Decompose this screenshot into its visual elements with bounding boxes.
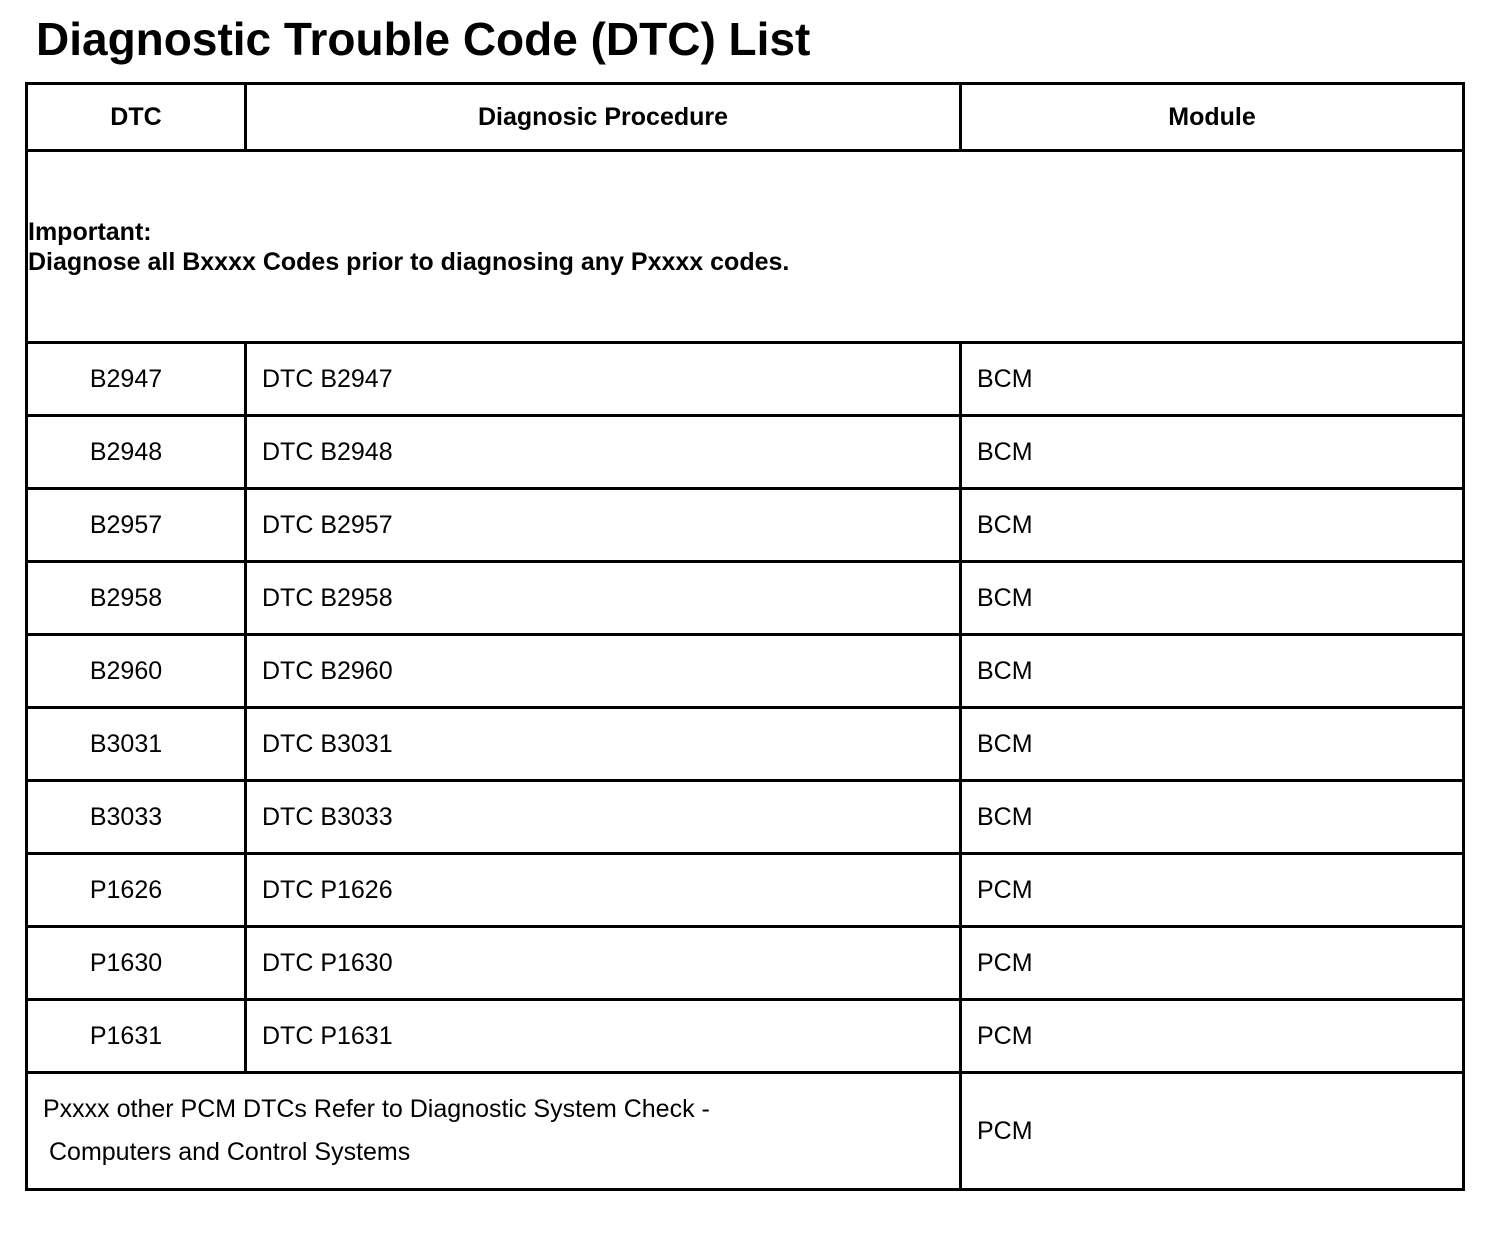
module-cell: PCM xyxy=(961,854,1464,927)
table-row xyxy=(27,708,1464,781)
table-row xyxy=(27,416,1464,489)
module-cell: BCM xyxy=(961,489,1464,562)
dtc-code: B2948 xyxy=(27,416,246,489)
dtc-code: B2957 xyxy=(27,489,246,562)
dtc-code: B2947 xyxy=(27,343,246,416)
dtc-code: P1631 xyxy=(27,1000,246,1073)
module-cell: PCM xyxy=(961,927,1464,1000)
module-cell: BCM xyxy=(961,781,1464,854)
table-header-row xyxy=(27,84,1464,151)
procedure-link[interactable]: DTC P1630 xyxy=(246,927,961,1000)
module-cell: BCM xyxy=(961,562,1464,635)
module-cell: BCM xyxy=(961,635,1464,708)
module-cell: PCM xyxy=(961,1073,1464,1190)
module-cell: BCM xyxy=(961,416,1464,489)
note-label: Important: xyxy=(28,217,152,246)
dtc-code: B2958 xyxy=(27,562,246,635)
dtc-code: P1626 xyxy=(27,854,246,927)
dtc-code: B2960 xyxy=(27,635,246,708)
procedure-link[interactable]: DTC B3033 xyxy=(246,781,961,854)
table-row xyxy=(27,1000,1464,1073)
procedure-link[interactable]: DTC B3031 xyxy=(246,708,961,781)
table-row xyxy=(27,343,1464,416)
table-row xyxy=(27,854,1464,927)
table-row xyxy=(27,635,1464,708)
module-cell: PCM xyxy=(961,1000,1464,1073)
procedure-link[interactable]: DTC B2948 xyxy=(246,416,961,489)
important-note xyxy=(27,151,1464,343)
procedure-link[interactable]: DTC P1631 xyxy=(246,1000,961,1073)
header-procedure: Diagnosic Procedure xyxy=(246,84,961,151)
procedure-link[interactable]: DTC B2947 xyxy=(246,343,961,416)
table-row xyxy=(27,781,1464,854)
other-pcm-dtcs-row xyxy=(27,1073,1464,1190)
important-note-row xyxy=(27,151,1464,343)
note-text: Diagnose all Bxxxx Codes prior to diagnosing any Pxxxx codes. xyxy=(28,247,790,276)
header-dtc: DTC xyxy=(27,84,246,151)
dtc-table xyxy=(25,82,1465,1191)
dtc-code: P1630 xyxy=(27,927,246,1000)
procedure-link[interactable]: DTC P1626 xyxy=(246,854,961,927)
other-pcm-line2: Computers and Control Systems xyxy=(49,1138,411,1166)
procedure-link[interactable]: DTC B2957 xyxy=(246,489,961,562)
table-row xyxy=(27,562,1464,635)
other-pcm-line1: Pxxxx other PCM DTCs Refer to Diagnostic System Check - xyxy=(43,1095,710,1123)
table-row xyxy=(27,489,1464,562)
dtc-code: B3033 xyxy=(27,781,246,854)
procedure-link[interactable]: DTC B2960 xyxy=(246,635,961,708)
header-module: Module xyxy=(961,84,1464,151)
page-title: Diagnostic Trouble Code (DTC) List xyxy=(36,13,811,65)
module-cell: BCM xyxy=(961,708,1464,781)
dtc-code: B3031 xyxy=(27,708,246,781)
module-cell: BCM xyxy=(961,343,1464,416)
other-pcm-procedure-link[interactable] xyxy=(27,1073,961,1190)
table-row xyxy=(27,927,1464,1000)
procedure-link[interactable]: DTC B2958 xyxy=(246,562,961,635)
